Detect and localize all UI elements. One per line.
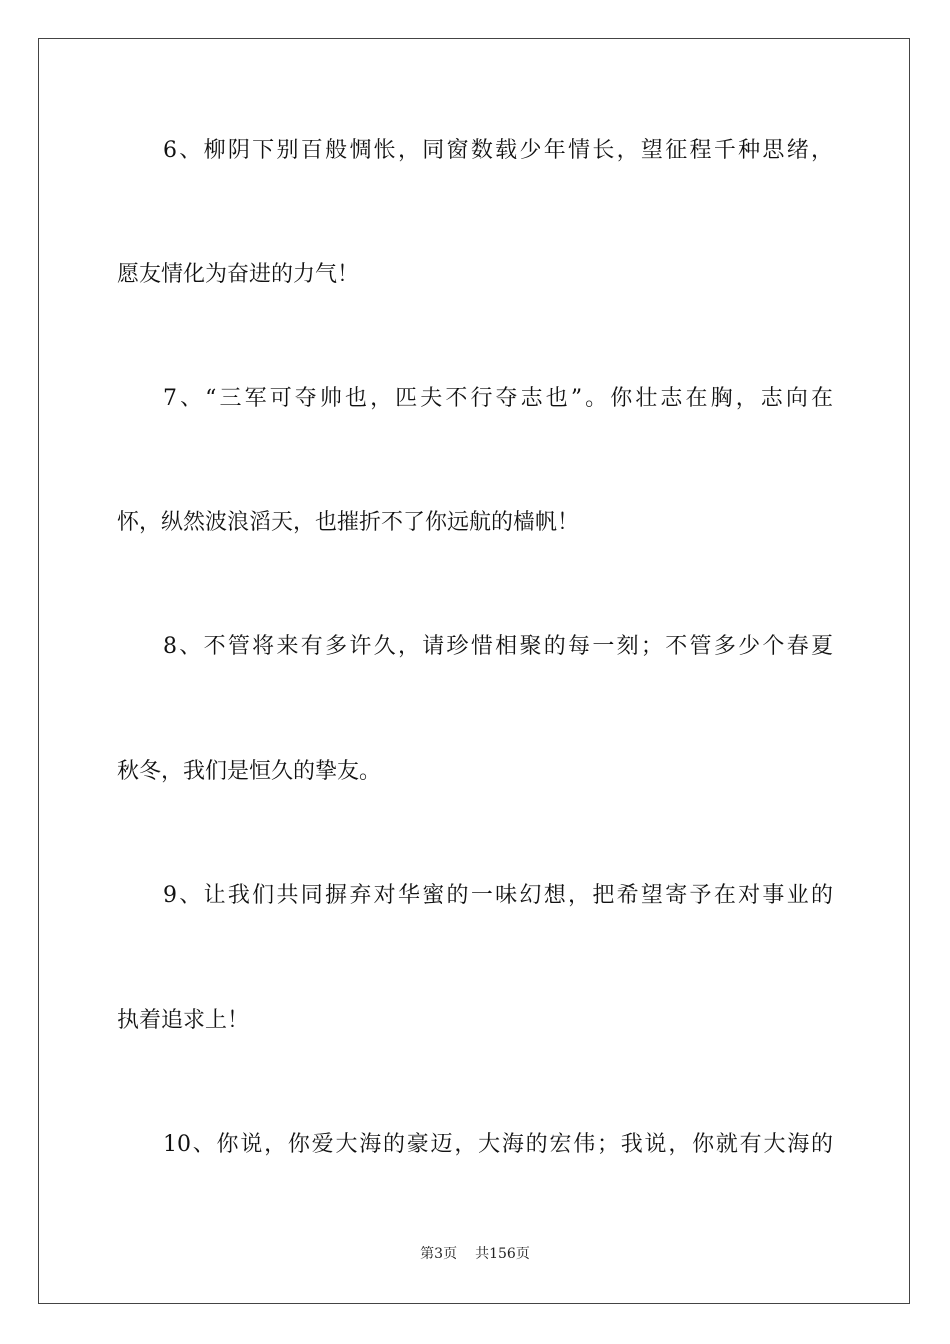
paragraph-7-line-1: 7、“三军可夺帅也，匹夫不行夺志也”。你壮志在胸，志向在 [163,386,833,411]
page-footer [0,1245,950,1263]
page-frame [38,38,910,1304]
paragraph-8-line-2: 秋冬，我们是恒久的挚友。 [117,759,382,784]
paragraph-9-line-1: 9、让我们共同摒弃对华蜜的一味幻想，把希望寄予在对事业的 [163,883,833,908]
paragraph-9-line-2: 执着追求上！ [117,1008,250,1033]
paragraph-10-line-1: 10、你说，你爱大海的豪迈，大海的宏伟；我说，你就有大海的 [163,1132,833,1157]
paragraph-8-line-1: 8、不管将来有多许久，请珍惜相聚的每一刻；不管多少个春夏 [163,634,833,659]
page-total: 共156页 [475,1246,530,1262]
page-number: 第3页 [420,1246,458,1262]
paragraph-7-line-2: 怀，纵然波浪滔天，也摧折不了你远航的樯帆！ [117,510,580,535]
paragraph-6-line-2: 愿友情化为奋进的力气！ [117,262,360,287]
paragraph-6-line-1: 6、柳阴下别百般惆怅，同窗数载少年情长，望征程千种思绪， [163,138,833,163]
